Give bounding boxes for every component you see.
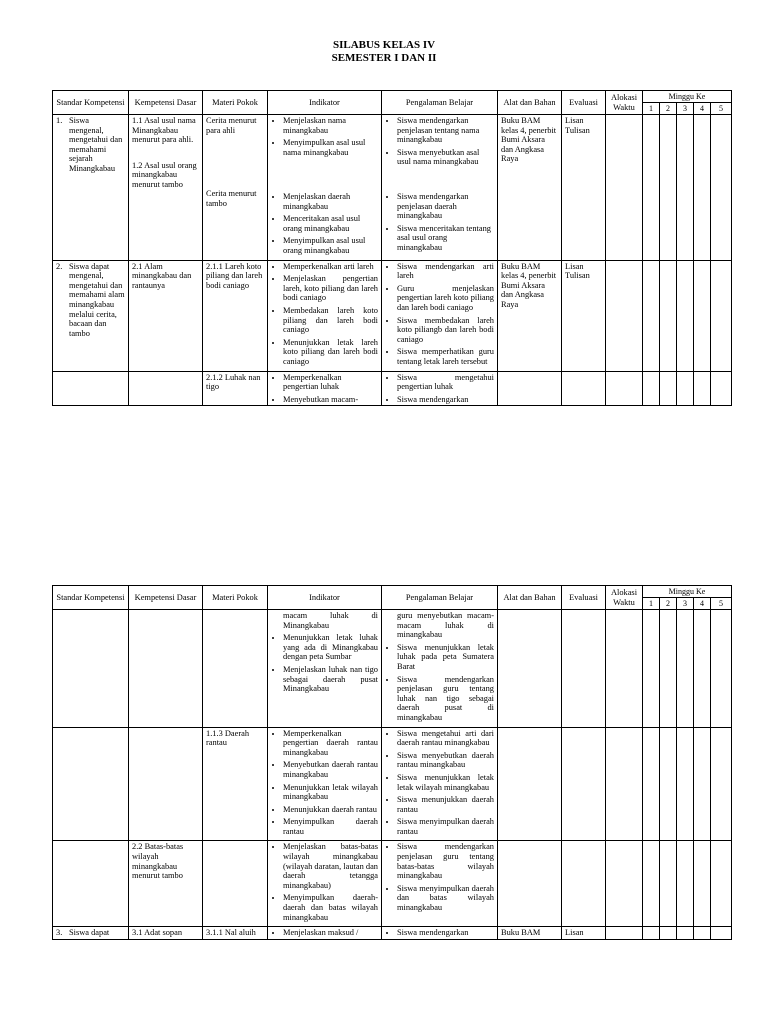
- header-alat-dan-bahan: Alat dan Bahan: [498, 91, 562, 115]
- header-week-4: 4: [694, 103, 711, 115]
- header-materi-pokok: Materi Pokok: [203, 91, 268, 115]
- header-indikator: Indikator: [268, 586, 382, 610]
- header-week-1: 1: [643, 598, 660, 610]
- header-week-2: 2: [660, 103, 677, 115]
- header-kompetensi-dasar: Kempetensi Dasar: [129, 586, 203, 610]
- kompetensi-dasar-cell: 1.1 Asal usul nama Minangkabau menurut para ahli. 1.2 Asal usul orang minangkabau menurut tambo: [129, 115, 203, 261]
- indikator-cell: • Memperkenalkan arti lareh • Menjelaskan pengertian lareh, koto piliang dan lareh bodi caniago • Membedakan lareh koto piliang dan lareh bodi caniago • Menunjukkan letak lareh koto piliang dan lareh bodi caniago: [268, 260, 382, 371]
- header-week-1: 1: [643, 103, 660, 115]
- syllabus-table-page-1: [52, 90, 732, 406]
- evaluasi-cell: Lisan: [562, 927, 606, 940]
- materi-pokok-cell: Cerita menurut para ahli Cerita menurut tambo: [203, 115, 268, 261]
- pengalaman-belajar-cell: guru menyebutkan macam-macam luhak di minangkabau • Siswa menunjukkan letak luhak pada peta Sumatera Barat • Siswa mendengarkan penjelasan guru tentang luhak nan tigo sebagai daerah pusat di minangkabau: [382, 610, 498, 728]
- alat-bahan-cell: Buku BAM kelas 4, penerbit Bumi Aksara dan Angkasa Raya: [498, 115, 562, 261]
- header-indikator: Indikator: [268, 91, 382, 115]
- alat-bahan-cell: Buku BAM: [498, 927, 562, 940]
- pengalaman-belajar-cell: • Siswa mendengarkan arti lareh • Guru menjelaskan pengertian lareh koto piliang dan lareh bodi caniago • Siswa membedakan lareh koto piliangb dan lareh bodi caniago • Siswa memperhatikan guru tentang letak lareh tersebut: [382, 260, 498, 371]
- table-row: [53, 927, 732, 940]
- header-materi-pokok: Materi Pokok: [203, 586, 268, 610]
- header-week-2: 2: [660, 598, 677, 610]
- indikator-cell: • Memperkenalkan pengertian daerah rantau minangkabau • Menyebutkan daerah rantau minangkabau • Menunjukkan letak wilayah minangkabau • Menunjukkan daerah rantau • Menyimpulkan daerah rantau: [268, 727, 382, 841]
- evaluasi-cell: Lisan Tulisan: [562, 260, 606, 371]
- header-week-3: 3: [677, 103, 694, 115]
- indikator-cell: • Menjelaskan maksud /: [268, 927, 382, 940]
- standar-kompetensi-cell: 3. Siswa dapat: [53, 927, 129, 940]
- header-evaluasi: Evaluasi: [562, 586, 606, 610]
- pengalaman-belajar-cell: • Siswa mendengarkan penjelasan tentang nama minangkabau • Siswa menyebutkan asal usul nama minangkabau • Siswa mendengarkan penjelasan daerah minangkabau • Siswa menceritakan tentang asal usul orang minangkabau: [382, 115, 498, 261]
- materi-pokok-cell: 2.1.1 Lareh koto piliang dan lareh bodi caniago: [203, 260, 268, 371]
- header-minggu-ke: Minggu Ke: [643, 586, 732, 598]
- header-week-5: 5: [711, 103, 732, 115]
- kompetensi-dasar-cell: 3.1 Adat sopan: [129, 927, 203, 940]
- table-row: [53, 371, 732, 406]
- table-row: [53, 115, 732, 261]
- header-week-3: 3: [677, 598, 694, 610]
- pengalaman-belajar-cell: • Siswa mendengarkan penjelasan guru tentang batas-batas wilayah minangkabau • Siswa menyimpulkan daerah dan batas wilayah minangkabau: [382, 841, 498, 927]
- kompetensi-dasar-cell: 2.2 Batas-batas wilayah minangkabau menurut tambo: [129, 841, 203, 927]
- alat-bahan-cell: Buku BAM kelas 4, penerbit Bumi Aksara dan Angkasa Raya: [498, 260, 562, 371]
- materi-pokok-cell: 3.1.1 Nal aluih: [203, 927, 268, 940]
- header-standar-kompetensi: Standar Kompetensi: [53, 91, 129, 115]
- materi-pokok-cell: 2.1.2 Luhak nan tigo: [203, 371, 268, 406]
- indikator-cell: • Menjelaskan batas-batas wilayah minangkabau (wilayah daratan, lautan dan daerah tetangga minangkabau) • Menyimpulkan daerah-daerah dan batas wilayah minangkabau: [268, 841, 382, 927]
- pengalaman-belajar-cell: • Siswa mengetahui pengertian luhak • Siswa mendengarkan: [382, 371, 498, 406]
- header-alat-dan-bahan: Alat dan Bahan: [498, 586, 562, 610]
- pengalaman-belajar-cell: • Siswa mendengarkan: [382, 927, 498, 940]
- table-row: [53, 610, 732, 728]
- document-subtitle: SEMESTER I DAN II: [331, 52, 437, 64]
- header-minggu-ke: Minggu Ke: [643, 91, 732, 103]
- header-kompetensi-dasar: Kempetensi Dasar: [129, 91, 203, 115]
- header-standar-kompetensi: Standar Kompetensi: [53, 586, 129, 610]
- evaluasi-cell: Lisan Tulisan: [562, 115, 606, 261]
- table-row: [53, 260, 732, 371]
- header-alokasi-waktu: Alokasi Waktu: [606, 91, 643, 115]
- header-alokasi-waktu: Alokasi Waktu: [606, 586, 643, 610]
- pengalaman-belajar-cell: • Siswa mengetahui arti dari daerah rantau minangkabau • Siswa menyebutkan daerah rantau minangkabau • Siswa menunjukkan letak letak wilayah minangkabau • Siswa menunjukkan daerah rantau • Siswa menyimpulkan daerah rantau: [382, 727, 498, 841]
- standar-kompetensi-cell: 2. Siswa dapat mengenal, mengetahui dan memahami alam minangkabau melalui cerita, bacaan dan tambo: [53, 260, 129, 371]
- header-week-4: 4: [694, 598, 711, 610]
- header-pengalaman-belajar: Pengalaman Belajar: [382, 91, 498, 115]
- syllabus-table-page-2: [52, 585, 732, 940]
- header-pengalaman-belajar: Pengalaman Belajar: [382, 586, 498, 610]
- standar-kompetensi-cell: 1. Siswa mengenal, mengetahui dan memahami sejarah Minangkabau: [53, 115, 129, 261]
- document-title: SILABUS KELAS IV: [332, 39, 436, 51]
- table-row: [53, 841, 732, 927]
- header-week-5: 5: [711, 598, 732, 610]
- indikator-cell: macam luhak di Minangkabau • Menunjukkan letak luhak yang ada di Minangkabau dengan peta Sumbar • Menjelaskan luhak nan tigo sebagai daerah pusat Minangkabau: [268, 610, 382, 728]
- indikator-cell: • Menjelaskan nama minangkabau • Menyimpulkan asal usul nama minangkabau • Menjelaskan daerah minangkabau • Menceritakan asal usul orang minangkabau • Menyimpulkan asal usul orang minangkabau: [268, 115, 382, 261]
- materi-pokok-cell: 1.1.3 Daerah rantau: [203, 727, 268, 841]
- indikator-cell: • Memperkenalkan pengertian luhak • Menyebutkan macam-: [268, 371, 382, 406]
- kompetensi-dasar-cell: 2.1 Alam minangkabau dan rantaunya: [129, 260, 203, 371]
- table-row: [53, 727, 732, 841]
- header-evaluasi: Evaluasi: [562, 91, 606, 115]
